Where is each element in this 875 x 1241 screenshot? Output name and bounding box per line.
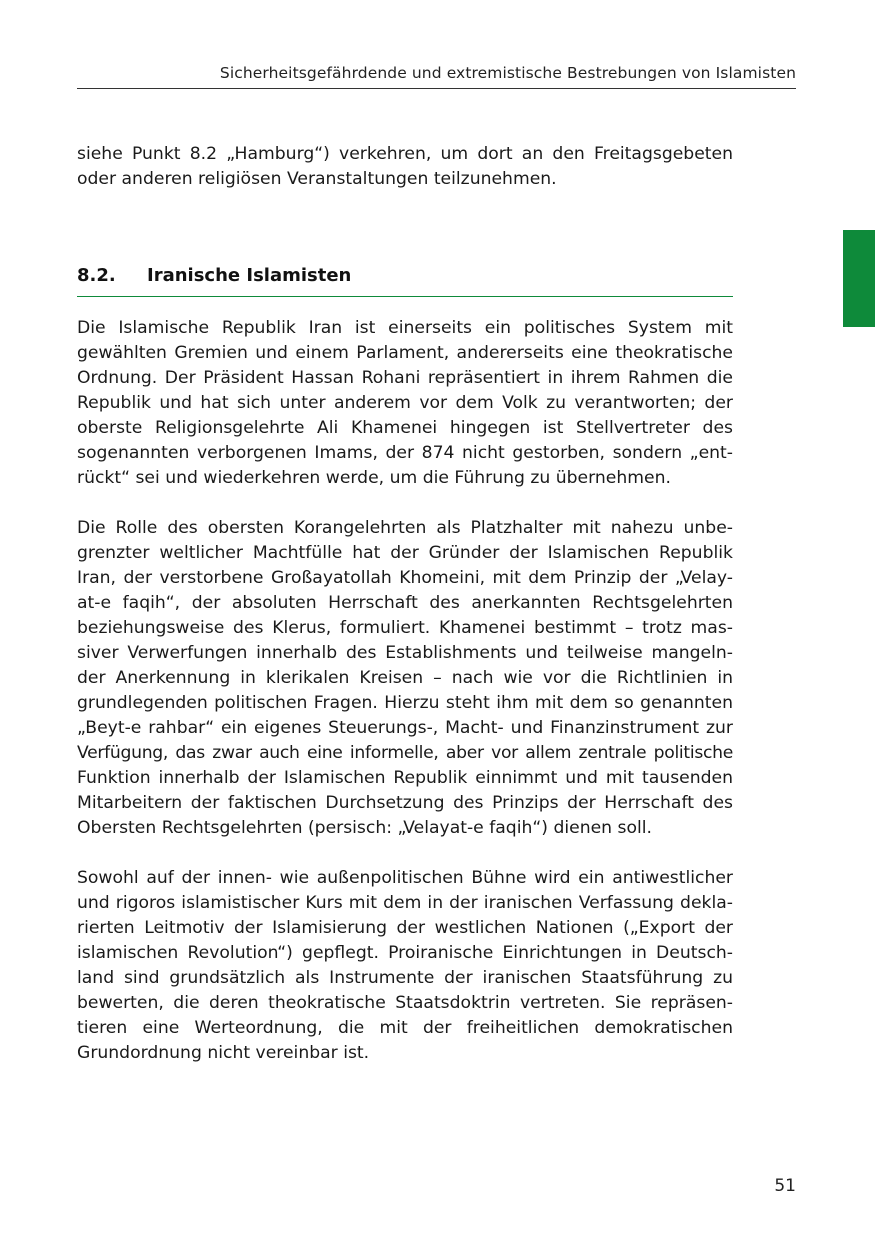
paragraph-line: oberste Religionsgelehrte Ali Khamenei hingegen ist Stellvertreter des (77, 418, 733, 438)
paragraph-line: rückt“ sei und wiederkehren werde, um die Führung zu übernehmen. (77, 468, 671, 488)
paragraph-line: Die Islamische Republik Iran ist einerseits ein politisches System mit (77, 318, 733, 338)
paragraph-line: Sowohl auf der innen- wie außenpolitischen Bühne wird ein antiwestlicher (77, 868, 733, 888)
paragraph-line: Funktion innerhalb der Islamischen Republik einnimmt und mit tausenden (77, 768, 733, 788)
paragraph-line: siehe Punkt 8.2 „Hamburg“) verkehren, um dort an den Freitagsgebeten (77, 144, 733, 164)
page-number: 51 (774, 1176, 796, 1196)
section-number: 8.2. (77, 265, 116, 286)
section-heading (77, 265, 733, 286)
paragraph-line: sogenannten verborgenen Imams, der 874 nicht gestorben, sondern „ent- (77, 443, 733, 463)
body-paragraph-1 (77, 316, 733, 491)
paragraph-line: gewählten Gremien und einem Parlament, andererseits eine theokratische (77, 343, 733, 363)
chapter-tab-marker (843, 230, 875, 327)
intro-paragraph (77, 142, 733, 192)
paragraph-line: Verfügung, das zwar auch eine informelle, aber vor allem zentrale politische (77, 743, 733, 763)
paragraph-line: „Beyt-e rahbar“ ein eigenes Steuerungs-, Macht- und Finanzinstrument zur (77, 718, 733, 738)
paragraph-line: tieren eine Werteordnung, die mit der freiheitlichen demokratischen (77, 1018, 733, 1038)
paragraph-line: land sind grundsätzlich als Instrumente der iranischen Staatsführung zu (77, 968, 733, 988)
header-rule (77, 88, 796, 89)
paragraph-line: Iran, der verstorbene Großayatollah Khomeini, mit dem Prinzip der „Velay- (77, 568, 733, 588)
paragraph-line: siver Verwerfungen innerhalb des Establishments und teilweise mangeln- (77, 643, 733, 663)
paragraph-line: und rigoros islamistischer Kurs mit dem in der iranischen Verfassung dekla- (77, 893, 733, 913)
paragraph-line: grenzter weltlicher Machtfülle hat der Gründer der Islamischen Republik (77, 543, 733, 563)
body-paragraph-2 (77, 516, 733, 841)
paragraph-line: grundlegenden politischen Fragen. Hierzu steht ihm mit dem so genannten (77, 693, 733, 713)
paragraph-line: beziehungsweise des Klerus, formuliert. Khamenei bestimmt – trotz mas- (77, 618, 733, 638)
paragraph-line: Mitarbeitern der faktischen Durchsetzung des Prinzips der Herrschaft des (77, 793, 733, 813)
paragraph-line: Grundordnung nicht vereinbar ist. (77, 1043, 370, 1063)
body-paragraph-3 (77, 866, 733, 1066)
paragraph-line: rierten Leitmotiv der Islamisierung der westlichen Nationen („Export der (77, 918, 733, 938)
running-header: Sicherheitsgefährdende und extremistische Bestrebungen von Islamisten (219, 64, 796, 82)
paragraph-line: bewerten, die deren theokratische Staatsdoktrin vertreten. Sie repräsen- (77, 993, 733, 1013)
section-heading-rule (77, 296, 733, 297)
paragraph-line: Die Rolle des obersten Korangelehrten als Platzhalter mit nahezu unbe- (77, 518, 733, 538)
paragraph-line: Obersten Rechtsgelehrten (persisch: „Velayat-e faqih“) dienen soll. (77, 818, 653, 838)
paragraph-line: Ordnung. Der Präsident Hassan Rohani repräsentiert in ihrem Rahmen die (77, 368, 733, 388)
paragraph-line: islamischen Revolution“) gepflegt. Proiranische Einrichtungen in Deutsch- (77, 943, 733, 963)
section-title: Iranische Islamisten (147, 265, 352, 286)
paragraph-line: oder anderen religiösen Veranstaltungen teilzunehmen. (77, 169, 557, 189)
paragraph-line: at-e faqih“, der absoluten Herrschaft des anerkannten Rechtsgelehrten (77, 593, 733, 613)
paragraph-line: Republik und hat sich unter anderem vor dem Volk zu verantworten; der (77, 393, 733, 413)
paragraph-line: der Anerkennung in klerikalen Kreisen – nach wie vor die Richtlinien in (77, 668, 733, 688)
